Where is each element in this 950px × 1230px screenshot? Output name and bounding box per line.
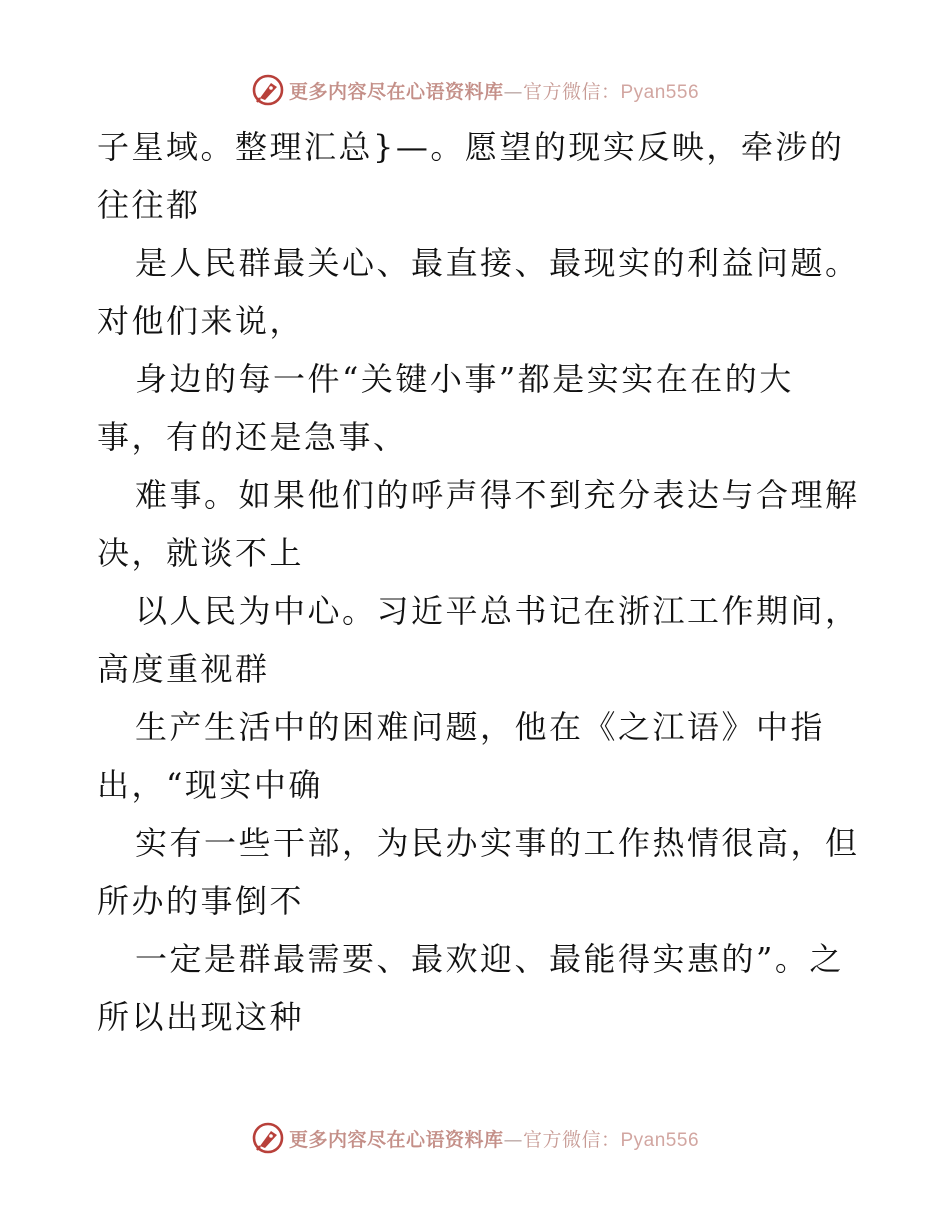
text-line: 子星域。整理汇总}—。愿望的现实反映，牵涉的 — [97, 128, 845, 166]
text-line: 往往都 — [97, 186, 201, 224]
text-line: 决，就谈不上 — [97, 534, 305, 572]
text-line: 高度重视群 — [97, 650, 270, 688]
header-wechat-id: Pyan556 — [620, 81, 700, 103]
footer-wechat-id: Pyan556 — [620, 1129, 700, 1151]
text-line: 所办的事倒不 — [97, 882, 305, 920]
text-line: 一定是群最需要、最欢迎、最能得实惠的”。之 — [135, 940, 844, 978]
footer-separator: — — [503, 1128, 523, 1151]
text-line: 以人民为中心。习近平总书记在浙江工作期间， — [135, 592, 860, 630]
text-line: 实有一些干部，为民办实事的工作热情很高，但 — [135, 824, 860, 862]
header-watermark-banner — [0, 70, 950, 110]
header-separator: — — [503, 80, 523, 103]
header-brand: 更多内容尽在心语资料库 — [288, 80, 504, 103]
text-line: 所以出现这种 — [97, 998, 305, 1036]
header-wechat-label: 官方微信： — [522, 80, 621, 103]
text-line: 对他们来说， — [97, 302, 305, 340]
header-banner-text — [289, 77, 699, 104]
text-line: 生产生活中的困难问题，他在《之江语》中指 — [135, 708, 826, 746]
pen-nib-logo-icon — [251, 73, 285, 107]
footer-wechat-label: 官方微信： — [522, 1128, 621, 1151]
pen-nib-logo-icon — [251, 1121, 285, 1155]
text-line: 事，有的还是急事、 — [97, 418, 408, 456]
text-line: 难事。如果他们的呼声得不到充分表达与合理解 — [135, 476, 860, 514]
document-body — [97, 118, 887, 1046]
text-line: 出，“现实中确 — [97, 766, 323, 804]
footer-watermark-banner — [0, 1118, 950, 1158]
footer-brand: 更多内容尽在心语资料库 — [288, 1128, 504, 1151]
footer-banner-text — [289, 1125, 699, 1152]
text-line: 是人民群最关心、最直接、最现实的利益问题。 — [135, 244, 860, 282]
text-line: 身边的每一件“关键小事”都是实实在在的大 — [135, 360, 794, 398]
